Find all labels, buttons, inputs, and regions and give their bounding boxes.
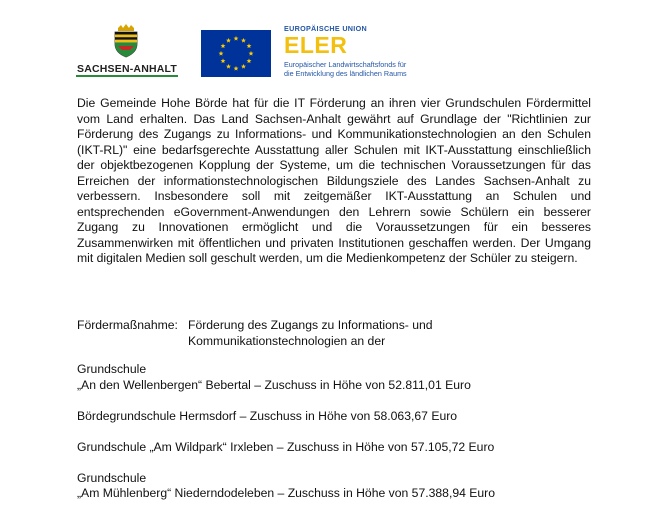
school-award-line1: Bördegrundschule Hermsdorf – Zuschuss in Höhe von 58.063,67 Euro: [77, 408, 458, 423]
school-award-item: [77, 440, 591, 456]
eler-logo: [284, 22, 464, 82]
school-award-line1: Grundschule: [77, 470, 147, 485]
state-crest-icon: [112, 24, 140, 58]
school-award-item: [77, 409, 591, 425]
school-award-item: [77, 471, 591, 502]
school-award-line2: „An den Wellenbergen“ Bebertal – Zuschuss in Höhe von 52.811,01 Euro: [77, 377, 471, 392]
school-awards-list: [77, 362, 591, 517]
eler-title: ELER: [284, 32, 348, 58]
eler-subtitle-line2: die Entwicklung des ländlichen Raums: [284, 69, 407, 78]
funding-measure-line1: Förderung des Zugangs zu Informations- und: [188, 318, 433, 332]
document-body: [77, 96, 591, 500]
school-award-line2: „Am Mühlenberg“ Niederndodeleben – Zuschuss in Höhe von 57.388,94 Euro: [77, 486, 496, 500]
state-logo-text: SACHSEN-ANHALT: [76, 63, 178, 75]
school-award-line1: Grundschule: [77, 362, 147, 376]
eu-flag-icon: [201, 30, 271, 77]
funding-measure-line2: Kommunikationstechnologien an der: [188, 333, 386, 348]
school-award-line1: Grundschule „Am Wildpark“ Irxleben – Zuschuss in Höhe von 57.105,72 Euro: [77, 439, 495, 454]
school-award-item: [77, 362, 591, 393]
state-logo-underline: [76, 75, 178, 77]
funding-measure-label: Fördermaßnahme:: [77, 318, 178, 332]
eu-union-label: EUROPÄISCHE UNION: [284, 24, 367, 33]
eler-subtitle-line1: Europäischer Landwirtschaftsfonds für: [284, 60, 407, 69]
logo-header: [0, 0, 666, 90]
funding-measure-value: [188, 318, 588, 349]
sachsen-anhalt-logo: [74, 24, 180, 76]
intro-paragraph: Die Gemeinde Hohe Börde hat für die IT Förderung an ihren vier Grundschulen Fördermittel vom Land erhalten. Das Land Sachsen-Anhalt gewährt auf Grundlage der "Richtlinien zur Förderung des Zugangs zu Informations- und Kommunikationstechnologien an den Schulen (IKT-RL)" eine bedarfsgerechte Ausstattung aller Schulen mit IKT-Ausstattung einschließlich der objektbezogenen Kopplung der Systeme, um die technischen Voraussetzungen für das Erreichen der informationstechnologischen Bildungsziele des Landes Sachsen-Anhalt zu verbessern. Insbesondere soll mit zeitgemäßer IKT-Ausstattung an Schulen und entsprechenden eGovernment-Anwendungen den Lehrern sowie Schülern ein besserer Zugang zu Innovationen ermöglicht und die Voraussetzungen für ein besseres Zusammenwirken mit öffentlichen und privaten Institutionen geschaffen werden. Der Umgang mit digitalen Medien soll geschult werden, um die Medienkompetenz der Schüler zu steigern.: [77, 96, 591, 265]
